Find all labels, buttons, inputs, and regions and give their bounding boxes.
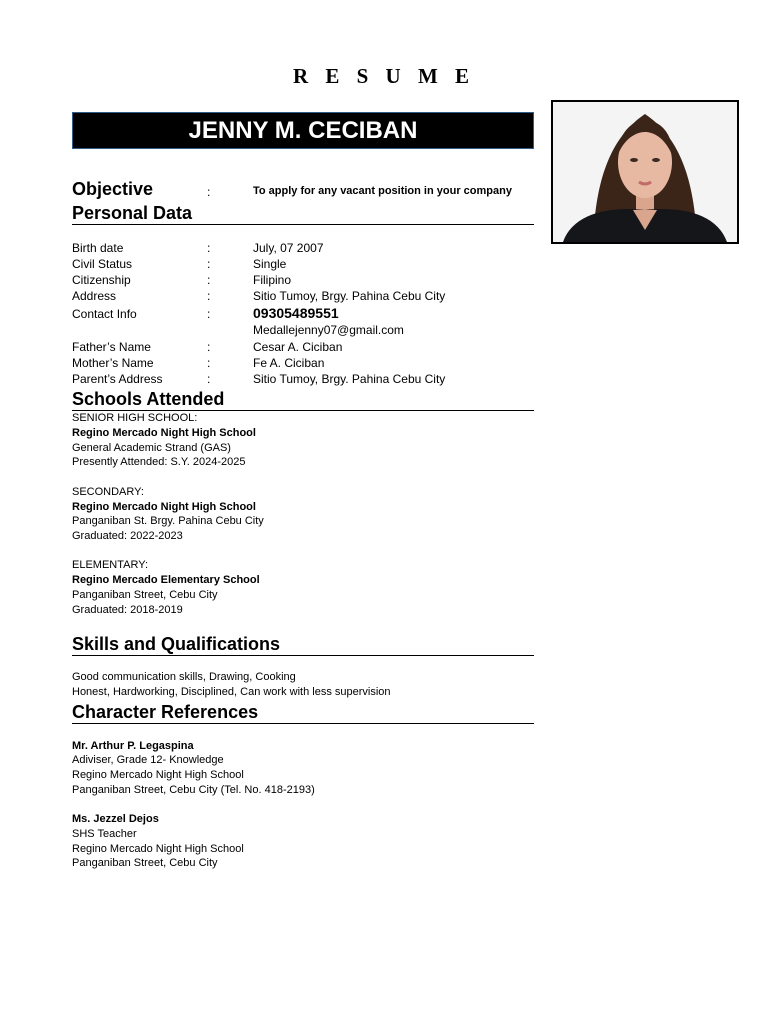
birth-date-colon: : xyxy=(207,241,211,255)
mothers-name-colon: : xyxy=(207,356,211,370)
civil-status-colon: : xyxy=(207,257,211,271)
personal-data-heading: Personal Data xyxy=(72,203,193,223)
applicant-name-banner xyxy=(72,112,534,149)
contact-phone-value: 09305489551 xyxy=(253,305,339,321)
secondary-level: SECONDARY: xyxy=(72,486,144,498)
address-colon: : xyxy=(207,289,211,303)
mothers-name-value: Fe A. Ciciban xyxy=(253,356,325,370)
address-label: Address xyxy=(72,289,117,303)
shs-school-name: Regino Mercado Night High School xyxy=(72,427,256,439)
personal-data-divider xyxy=(72,224,534,225)
document-title: R E S U M E xyxy=(292,64,476,88)
reference-2-school: Regino Mercado Night High School xyxy=(72,843,244,855)
birth-date-value: July, 07 2007 xyxy=(253,241,324,255)
parents-address-label: Parent’s Address xyxy=(72,372,163,386)
shs-attendance: Presently Attended: S.Y. 2024-2025 xyxy=(72,456,246,468)
civil-status-value: Single xyxy=(253,257,287,271)
profile-photo xyxy=(551,100,739,244)
reference-2-address: Panganiban Street, Cebu City xyxy=(72,857,218,869)
elementary-graduated: Graduated: 2018-2019 xyxy=(72,604,183,616)
mothers-name-label: Mother’s Name xyxy=(72,356,154,370)
objective-colon: : xyxy=(207,185,211,199)
skills-line-1: Good communication skills, Drawing, Cooking xyxy=(72,671,296,683)
fathers-name-label: Father’s Name xyxy=(72,340,151,354)
schools-heading: Schools Attended xyxy=(72,389,225,409)
civil-status-label: Civil Status xyxy=(72,257,133,271)
birth-date-label: Birth date xyxy=(72,241,124,255)
applicant-name: JENNY M. CECIBAN xyxy=(188,116,418,144)
secondary-school-name: Regino Mercado Night High School xyxy=(72,501,256,513)
objective-heading: Objective xyxy=(72,179,154,199)
fathers-name-colon: : xyxy=(207,340,211,354)
contact-info-colon: : xyxy=(207,307,211,321)
reference-2-name: Ms. Jezzel Dejos xyxy=(72,813,159,825)
objective-text: To apply for any vacant position in your company xyxy=(253,185,512,197)
elementary-school-name: Regino Mercado Elementary School xyxy=(72,574,260,586)
parents-address-colon: : xyxy=(207,372,211,386)
address-value: Sitio Tumoy, Brgy. Pahina Cebu City xyxy=(253,289,446,303)
parents-address-value: Sitio Tumoy, Brgy. Pahina Cebu City xyxy=(253,372,446,386)
schools-divider xyxy=(72,410,534,411)
skills-heading: Skills and Qualifications xyxy=(72,634,281,654)
references-heading: Character References xyxy=(72,702,259,722)
contact-email-value: Medallejenny07@gmail.com xyxy=(253,323,404,337)
skills-divider xyxy=(72,655,534,656)
reference-1-address: Panganiban Street, Cebu City (Tel. No. 418-2193) xyxy=(72,784,315,796)
shs-strand: General Academic Strand (GAS) xyxy=(72,442,231,454)
elementary-level: ELEMENTARY: xyxy=(72,559,149,571)
citizenship-value: Filipino xyxy=(253,273,292,287)
elementary-address: Panganiban Street, Cebu City xyxy=(72,589,218,601)
secondary-address: Panganiban St. Brgy. Pahina Cebu City xyxy=(72,515,264,527)
references-divider xyxy=(72,723,534,724)
secondary-graduated: Graduated: 2022-2023 xyxy=(72,530,183,542)
citizenship-colon: : xyxy=(207,273,211,287)
reference-2-position: SHS Teacher xyxy=(72,828,137,840)
skills-line-2: Honest, Hardworking, Disciplined, Can work with less supervision xyxy=(72,686,391,698)
fathers-name-value: Cesar A. Ciciban xyxy=(253,340,343,354)
shs-level: SENIOR HIGH SCHOOL: xyxy=(72,412,198,424)
contact-info-label: Contact Info xyxy=(72,307,137,321)
reference-1-position: Adiviser, Grade 12- Knowledge xyxy=(72,754,224,766)
reference-1-school: Regino Mercado Night High School xyxy=(72,769,244,781)
reference-1-name: Mr. Arthur P. Legaspina xyxy=(72,740,194,752)
citizenship-label: Citizenship xyxy=(72,273,131,287)
